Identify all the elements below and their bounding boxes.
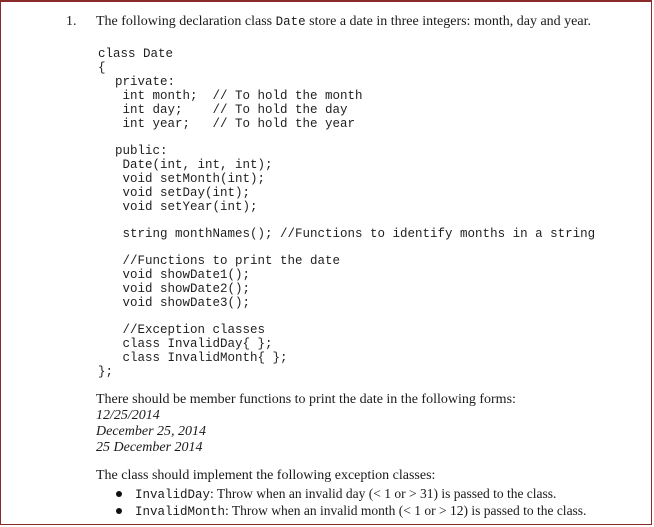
date-form-example: December 25, 2014 [96, 424, 207, 439]
code-line: class InvalidMonth{ }; [100, 351, 288, 365]
question-text [96, 14, 591, 30]
code-line: Date(int, int, int); [100, 158, 273, 172]
code-line: void setDay(int); [100, 186, 251, 200]
code-line: { [98, 61, 106, 75]
code-line: int month; // To hold the month [100, 89, 363, 103]
code-line: //Functions to print the date [100, 254, 341, 268]
question-text-code: Date [275, 15, 306, 29]
forms-intro: There should be member functions to print the date in the following forms: [96, 392, 516, 407]
code-line: int day; // To hold the day [100, 103, 348, 117]
code-line: class Date [98, 47, 174, 61]
code-line: void showDate2(); [100, 282, 251, 296]
code-line: void showDate1(); [100, 268, 251, 282]
date-form-example: 25 December 2014 [96, 440, 203, 455]
code-line: void setYear(int); [100, 200, 258, 214]
question-text-before: The following declaration class [96, 14, 276, 29]
code-line: public: [100, 144, 168, 158]
code-line: private: [100, 75, 176, 89]
list-item [116, 503, 586, 519]
question-number: 1. [66, 14, 77, 29]
date-form-example: 12/25/2014 [96, 408, 160, 423]
bullet-icon [116, 491, 122, 497]
code-line: int year; // To hold the year [100, 117, 356, 131]
bullet-icon [116, 508, 122, 514]
code-line: //Exception classes [100, 323, 266, 337]
exception-name: InvalidMonth [135, 505, 226, 519]
code-line: }; [98, 365, 114, 379]
code-line: void setMonth(int); [100, 172, 266, 186]
exceptions-intro: The class should implement the following exception classes: [96, 468, 436, 483]
code-line: void showDate3(); [100, 296, 251, 310]
exception-desc: : Throw when an invalid day (< 1 or > 31) is passed to the class. [210, 486, 557, 501]
code-line: class InvalidDay{ }; [100, 337, 273, 351]
list-item [116, 486, 556, 502]
exception-desc: : Throw when an invalid month (< 1 or > 12) is passed to the class. [225, 503, 587, 518]
question-text-after: store a date in three integers: month, day and year. [305, 14, 591, 29]
exception-name: InvalidDay [135, 488, 211, 502]
code-line: string monthNames(); //Functions to identify months in a string [100, 227, 596, 241]
